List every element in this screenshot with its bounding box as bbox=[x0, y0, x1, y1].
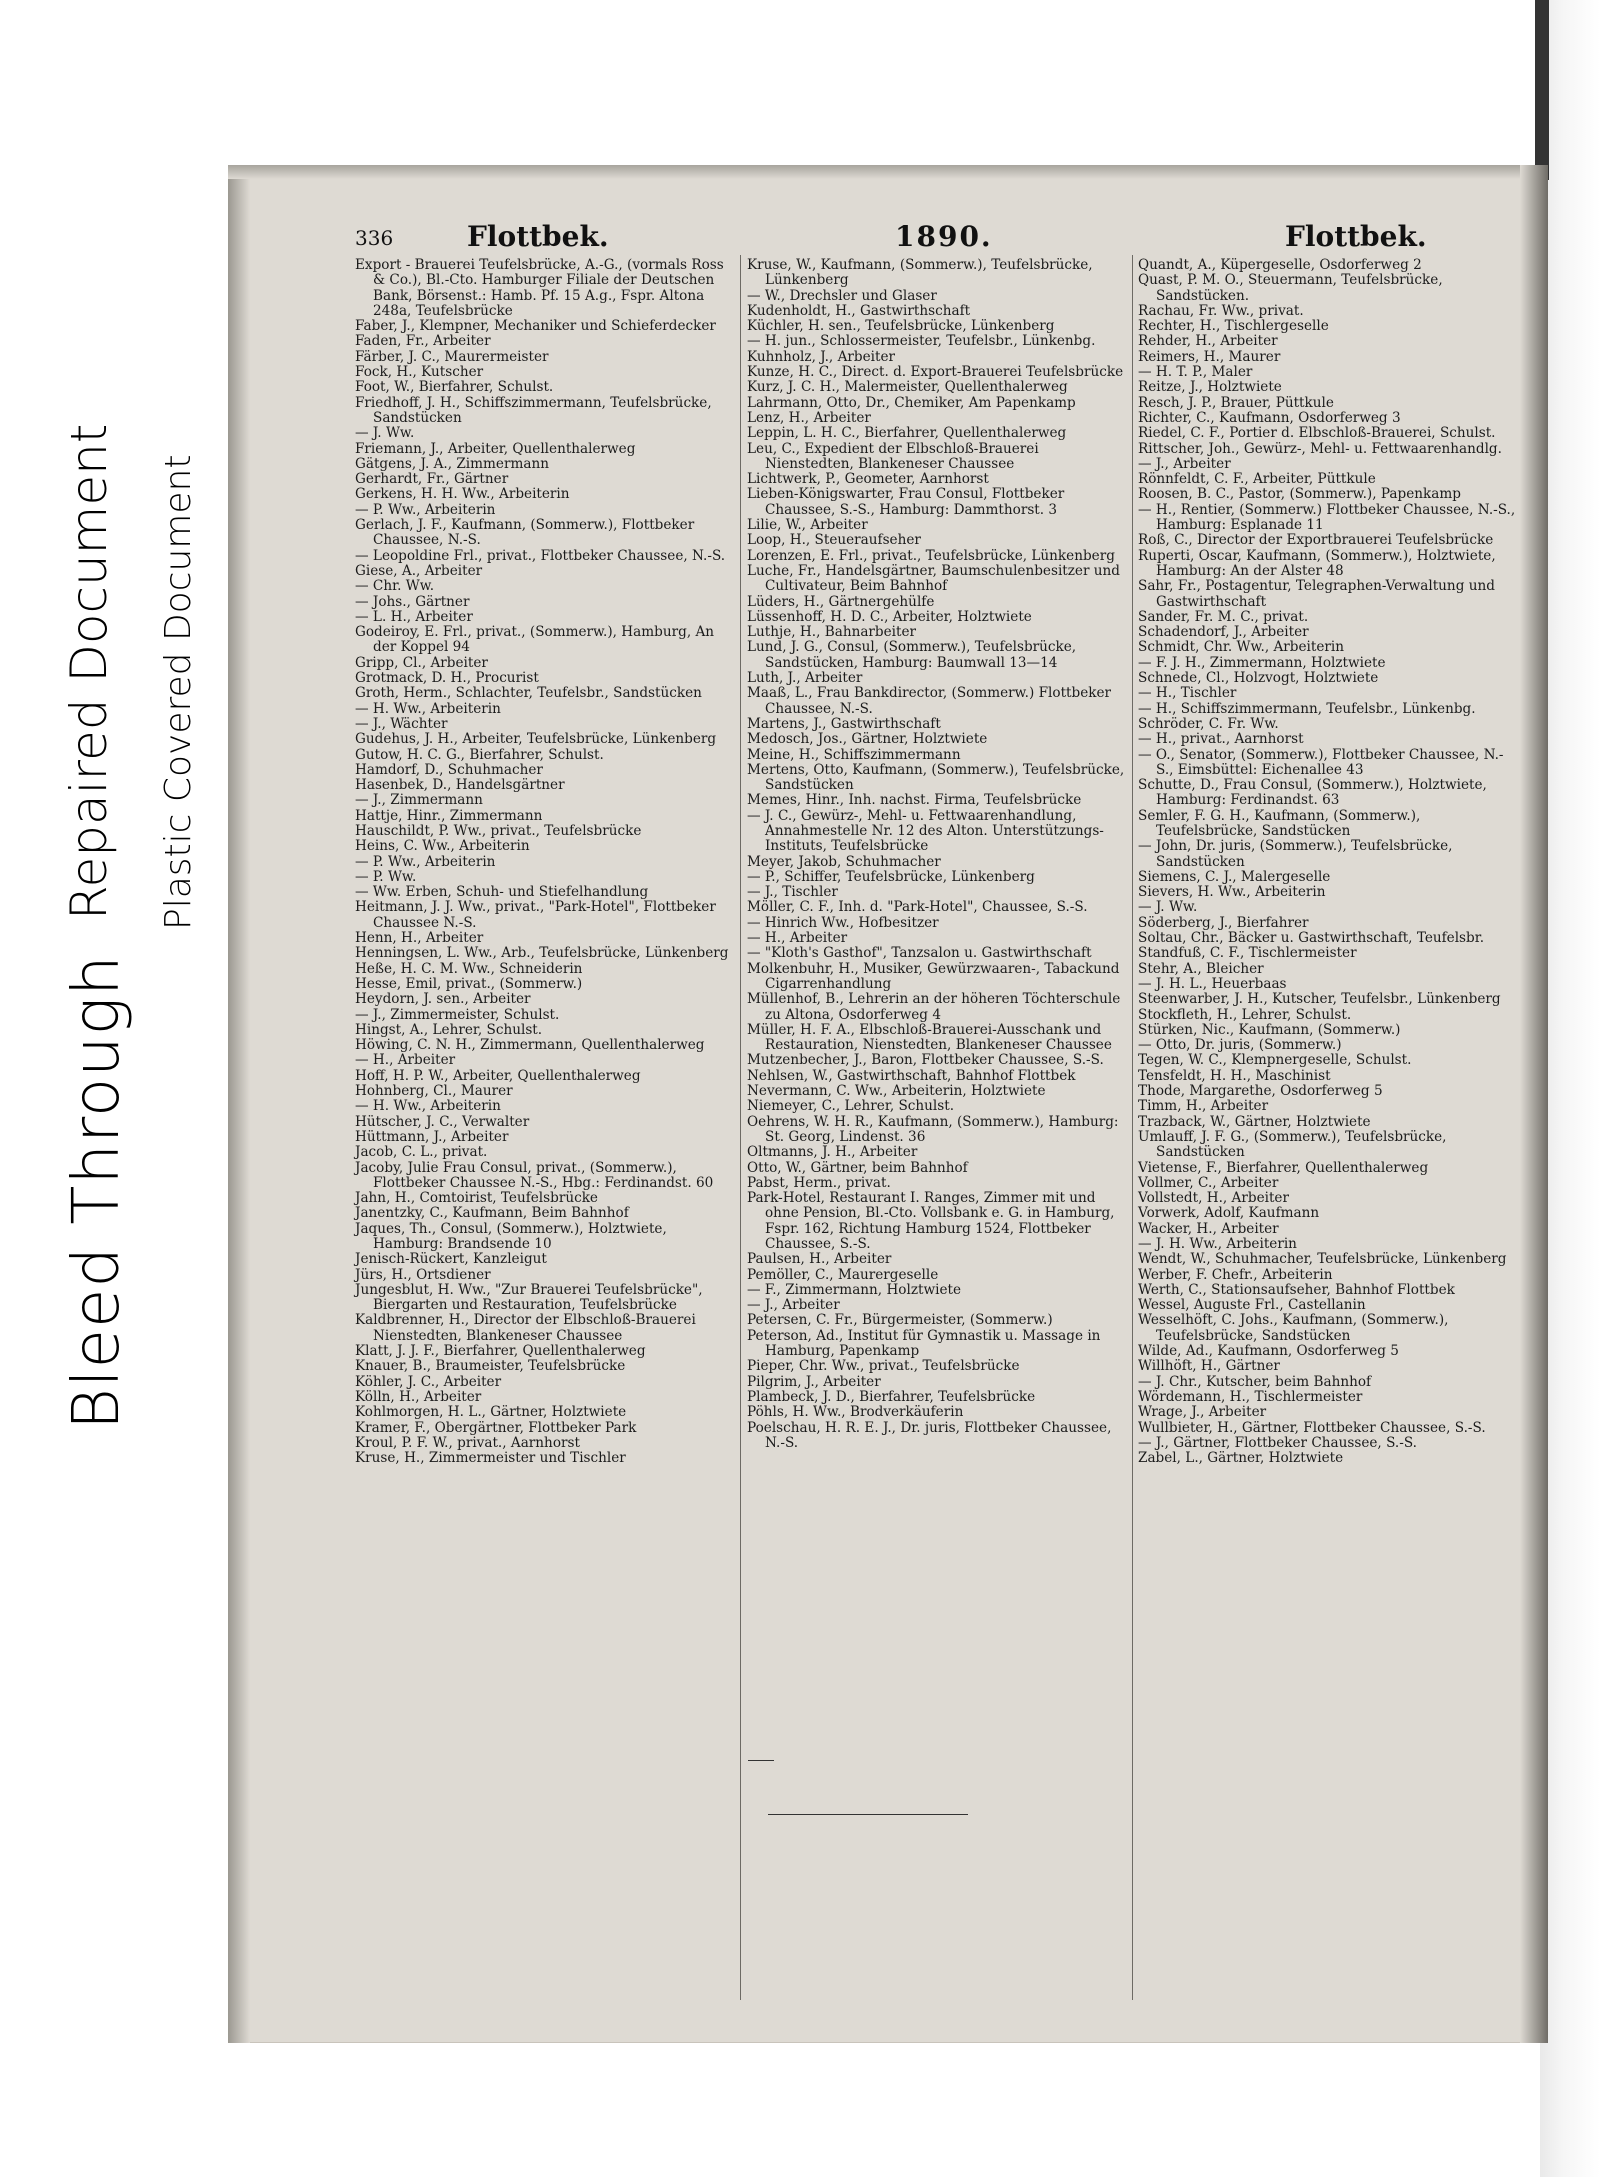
directory-entry: Luthje, H., Bahnarbeiter bbox=[747, 624, 917, 641]
directory-entry: Nehlsen, W., Gastwirthschaft, Bahnhof Flottbek bbox=[747, 1067, 1076, 1084]
directory-entry: Müller, H. F. A., Elbschloß-Brauerei-Ausschank und Restauration, Nienstedten, Blankeneser Chaussee bbox=[747, 1021, 1112, 1054]
directory-entry: Lenz, H., Arbeiter bbox=[747, 409, 871, 426]
directory-entry: Loop, H., Steueraufseher bbox=[747, 532, 921, 549]
directory-entry: Sahr, Fr., Postagentur, Telegraphen-Verwaltung und Gastwirthschaft bbox=[1138, 578, 1495, 610]
directory-entry: Lahrmann, Otto, Dr., Chemiker, Am Papenkamp bbox=[747, 394, 1076, 411]
directory-entry: Peterson, Ad., Institut für Gymnastik u. Massage in Hamburg, Papenkamp bbox=[747, 1327, 1101, 1360]
directory-entry: — J. Chr., Kutscher, beim Bahnhof bbox=[1138, 1373, 1372, 1390]
directory-entry: — H. T. P., Maler bbox=[1138, 364, 1253, 381]
directory-entry: Nevermann, C. Ww., Arbeiterin, Holztwiete bbox=[747, 1083, 1046, 1100]
directory-entry: Luth, J., Arbeiter bbox=[747, 670, 863, 687]
directory-entry: Groth, Herm., Schlachter, Teufelsbr., Sandstücken bbox=[355, 685, 702, 702]
directory-entry: Gerhardt, Fr., Gärtner bbox=[355, 471, 509, 488]
directory-entry: Schmidt, Chr. Ww., Arbeiterin bbox=[1138, 639, 1345, 656]
directory-entry: Köhler, J. C., Arbeiter bbox=[355, 1373, 502, 1390]
directory-entry: Pabst, Herm., privat. bbox=[747, 1174, 891, 1191]
directory-entry: Resch, J. P., Brauer, Püttkule bbox=[1138, 394, 1334, 411]
directory-entry: Medosch, Jos., Gärtner, Holztwiete bbox=[747, 731, 988, 748]
directory-entry: Mutzenbecher, J., Baron, Flottbeker Chaussee, S.-S. bbox=[747, 1052, 1104, 1069]
header-year: 1890. bbox=[895, 220, 993, 253]
repaired-document-label: Repaired Document bbox=[60, 423, 118, 920]
directory-entry: — Chr. Ww. bbox=[355, 578, 435, 595]
directory-entry: — H., Schiffszimmermann, Teufelsbr., Lünkenbg. bbox=[1138, 700, 1476, 717]
directory-entry: Steenwarber, J. H., Kutscher, Teufelsbr., Lünkenberg bbox=[1138, 991, 1501, 1008]
directory-entry: — P., Schiffer, Teufelsbrücke, Lünkenberg bbox=[747, 868, 1035, 885]
directory-entry: — H. jun., Schlossermeister, Teufelsbr., Lünkenbg. bbox=[747, 333, 1096, 350]
directory-entry: — J. Ww. bbox=[355, 425, 415, 442]
directory-entry: — H., Tischler bbox=[1138, 685, 1237, 702]
directory-entry: — H. Ww., Arbeiterin bbox=[355, 700, 501, 717]
directory-entry: Hauschildt, P. Ww., privat., Teufelsbrücke bbox=[355, 822, 642, 839]
directory-entry: Hesse, Emil, privat., (Sommerw.) bbox=[355, 975, 583, 992]
directory-entry: Vietense, F., Bierfahrer, Quellenthalerweg bbox=[1138, 1159, 1429, 1176]
directory-entry: Semler, F. G. H., Kaufmann, (Sommerw.), Teufelsbrücke, Sandstücken bbox=[1138, 807, 1421, 839]
directory-entry: Lund, J. G., Consul, (Sommerw.), Teufelsbrücke, Sandstücken, Hamburg: Baumwall 13—14 bbox=[747, 639, 1077, 671]
directory-entry: Gätgens, J. A., Zimmermann bbox=[355, 455, 549, 472]
directory-entry: Fock, H., Kutscher bbox=[355, 364, 484, 381]
directory-entry: Heitmann, J. J. Ww., privat., "Park-Hotel", Flottbeker Chaussee N.-S. bbox=[355, 899, 716, 931]
directory-entry: Stehr, A., Bleicher bbox=[1138, 960, 1264, 977]
directory-entry: Pieper, Chr. Ww., privat., Teufelsbrücke bbox=[747, 1358, 1020, 1375]
directory-entry: Riedel, C. F., Portier d. Elbschloß-Brauerei, Schulst. bbox=[1138, 425, 1496, 442]
directory-entry: Standfuß, C. F., Tischlermeister bbox=[1138, 945, 1357, 962]
directory-entry: Gripp, Cl., Arbeiter bbox=[355, 654, 488, 671]
directory-entry: Leu, C., Expedient der Elbschloß-Brauerei Nienstedten, Blankeneser Chaussee bbox=[747, 440, 1039, 472]
directory-entry: Lüssenhoff, H. D. C., Arbeiter, Holztwiete bbox=[747, 608, 1032, 625]
directory-entry: Sander, Fr. M. C., privat. bbox=[1138, 608, 1309, 625]
directory-entry: Lichtwerk, P., Geometer, Aarnhorst bbox=[747, 471, 989, 488]
column-divider bbox=[1132, 255, 1133, 2000]
directory-entry: Gerlach, J. F., Kaufmann, (Sommerw.), Flottbeker Chaussee, N.-S. bbox=[355, 517, 695, 549]
directory-entry: Gerkens, H. H. Ww., Arbeiterin bbox=[355, 486, 570, 503]
directory-entry: — J., Zimmermeister, Schulst. bbox=[355, 1006, 560, 1023]
directory-entry: Wullbieter, H., Gärtner, Flottbeker Chaussee, S.-S. bbox=[1138, 1419, 1486, 1436]
directory-entry: Hasenbek, D., Handelsgärtner bbox=[355, 777, 565, 794]
directory-entry: Faden, Fr., Arbeiter bbox=[355, 333, 491, 350]
directory-entry: Export - Brauerei Teufelsbrücke, A.-G., (vormals Ross & Co.), Bl.-Cto. Hamburger Filiale der Deutschen Bank, Börsenst.: Hamb. Pf. 15 A.g., Fspr. Altona 248a, Teufelsbrücke bbox=[355, 257, 724, 319]
directory-entry: — Ww. Erben, Schuh- und Stiefelhandlung bbox=[355, 884, 649, 901]
directory-entry: — H. Ww., Arbeiterin bbox=[355, 1098, 501, 1115]
directory-entry: Kohlmorgen, H. L., Gärtner, Holztwiete bbox=[355, 1404, 627, 1421]
directory-entry: Kroul, P. F. W., privat., Aarnhorst bbox=[355, 1434, 580, 1451]
page-header bbox=[355, 220, 1495, 256]
directory-entry: Park-Hotel, Restaurant I. Ranges, Zimmer mit und ohne Pension, Bl.-Cto. Vollsbank e. G. in Hamburg, Fspr. 162, Richtung Hamburg 1524, Flottbeker Chaussee, S.-S. bbox=[747, 1190, 1115, 1252]
directory-entry: Lilie, W., Arbeiter bbox=[747, 517, 868, 534]
directory-entry: Jahn, H., Comtoirist, Teufelsbrücke bbox=[355, 1190, 598, 1207]
directory-entry: — H., Rentier, (Sommerw.) Flottbeker Chaussee, N.-S., Hamburg: Esplanade 11 bbox=[1138, 501, 1516, 534]
directory-entry: Zabel, L., Gärtner, Holztwiete bbox=[1138, 1450, 1344, 1467]
directory-entry: — F., Zimmermann, Holztwiete bbox=[747, 1281, 962, 1298]
directory-entry: Pemöller, C., Maurergeselle bbox=[747, 1266, 939, 1283]
directory-entry: Heydorn, J. sen., Arbeiter bbox=[355, 991, 531, 1008]
directory-entry: Hohnberg, Cl., Maurer bbox=[355, 1083, 513, 1100]
directory-entry: Henn, H., Arbeiter bbox=[355, 930, 484, 947]
directory-entry: Lorenzen, E. Frl., privat., Teufelsbrücke, Lünkenberg bbox=[747, 547, 1115, 564]
directory-entry: Stürken, Nic., Kaufmann, (Sommerw.) bbox=[1138, 1021, 1401, 1038]
directory-entry: Kölln, H., Arbeiter bbox=[355, 1388, 482, 1405]
directory-entry: Plambeck, J. D., Bierfahrer, Teufelsbrücke bbox=[747, 1388, 1036, 1405]
directory-entry: Quast, P. M. O., Steuermann, Teufelsbrücke, Sandstücken. bbox=[1138, 272, 1443, 304]
directory-entry: Tensfeldt, H. H., Maschinist bbox=[1138, 1067, 1331, 1084]
directory-entry: Gutow, H. C. G., Bierfahrer, Schulst. bbox=[355, 746, 604, 763]
directory-entry: — J. H. L., Heuerbaas bbox=[1138, 975, 1287, 992]
directory-entry: Lüders, H., Gärtnergehülfe bbox=[747, 593, 935, 610]
directory-entry: Lieben-Königswarter, Frau Consul, Flottbeker Chaussee, S.-S., Hamburg: Dammthorst. 3 bbox=[747, 486, 1065, 518]
directory-entry: Werth, C., Stationsaufseher, Bahnhof Flottbek bbox=[1138, 1281, 1455, 1298]
directory-entry: Faber, J., Klempner, Mechaniker und Schieferdecker bbox=[355, 318, 716, 335]
directory-entry: Molkenbuhr, H., Musiker, Gewürzwaaren-, Tabackund Cigarrenhandlung bbox=[747, 960, 1120, 992]
directory-entry: Henningsen, L. Ww., Arb., Teufelsbrücke, Lünkenberg bbox=[355, 945, 729, 962]
directory-entry: Friemann, J., Arbeiter, Quellenthalerweg bbox=[355, 440, 636, 457]
directory-entry: Foot, W., Bierfahrer, Schulst. bbox=[355, 379, 554, 396]
directory-entry: Gudehus, J. H., Arbeiter, Teufelsbrücke, Lünkenberg bbox=[355, 731, 717, 748]
directory-entry: Jaques, Th., Consul, (Sommerw.), Holztwiete, Hamburg: Brandsende 10 bbox=[355, 1220, 667, 1252]
directory-entry: Stockfleth, H., Lehrer, Schulst. bbox=[1138, 1006, 1352, 1023]
directory-entry: Reimers, H., Maurer bbox=[1138, 348, 1281, 365]
directory-entry: Wendt, W., Schuhmacher, Teufelsbrücke, Lünkenberg bbox=[1138, 1251, 1507, 1268]
directory-entry: — H., privat., Aarnhorst bbox=[1138, 731, 1304, 748]
directory-column-3 bbox=[1138, 258, 1520, 1466]
directory-entry: Giese, A., Arbeiter bbox=[355, 562, 483, 579]
directory-entry: — J. Ww. bbox=[1138, 899, 1198, 916]
directory-entry: Pilgrim, J., Arbeiter bbox=[747, 1373, 881, 1390]
directory-entry: — J., Wächter bbox=[355, 715, 448, 732]
directory-entry: Otto, W., Gärtner, beim Bahnhof bbox=[747, 1159, 968, 1176]
directory-column-1 bbox=[355, 258, 735, 1466]
directory-entry: Willhöft, H., Gärtner bbox=[1138, 1358, 1280, 1375]
directory-entry: — Hinrich Ww., Hofbesitzer bbox=[747, 914, 939, 931]
directory-entry: Siemens, C. J., Malergeselle bbox=[1138, 868, 1331, 885]
directory-entry: Oltmanns, J. H., Arbeiter bbox=[747, 1144, 918, 1161]
directory-entry: Jungesblut, H. Ww., "Zur Brauerei Teufelsbrücke", Biergarten und Restauration, Teufelsbrücke bbox=[355, 1281, 703, 1314]
directory-entry: Söderberg, J., Bierfahrer bbox=[1138, 914, 1309, 931]
directory-entry: — "Kloth's Gasthof", Tanzsalon u. Gastwirthschaft bbox=[747, 945, 1092, 962]
directory-entry: Rehder, H., Arbeiter bbox=[1138, 333, 1278, 350]
directory-entry: Tegen, W. C., Klempnergeselle, Schulst. bbox=[1138, 1052, 1412, 1069]
directory-entry: Jürs, H., Ortsdiener bbox=[355, 1266, 491, 1283]
directory-entry: Wördemann, H., Tischlermeister bbox=[1138, 1388, 1363, 1405]
directory-entry: Vollmer, C., Arbeiter bbox=[1138, 1174, 1279, 1191]
directory-entry: — W., Drechsler und Glaser bbox=[747, 287, 937, 304]
page-shadow-top bbox=[228, 165, 1548, 179]
directory-entry: Müllenhof, B., Lehrerin an der höheren Töchterschule zu Altona, Osdorferweg 4 bbox=[747, 991, 1121, 1023]
directory-entry: Kaldbrenner, H., Director der Elbschloß-Brauerei Nienstedten, Blankeneser Chaussee bbox=[355, 1312, 696, 1344]
directory-entry: Rittscher, Joh., Gewürz-, Mehl- u. Fettwaarenhandlg. bbox=[1138, 440, 1502, 457]
directory-entry: Küchler, H. sen., Teufelsbrücke, Lünkenberg bbox=[747, 318, 1055, 335]
plastic-covered-label: Plastic Covered Document bbox=[158, 454, 199, 930]
directory-entry: Sievers, H. Ww., Arbeiterin bbox=[1138, 884, 1326, 901]
directory-entry: Oehrens, W. H. R., Kaufmann, (Sommerw.), Hamburg: St. Georg, Lindenst. 36 bbox=[747, 1113, 1119, 1145]
directory-entry: Kramer, F., Obergärtner, Flottbeker Park bbox=[355, 1419, 637, 1436]
directory-entry: Rachau, Fr. Ww., privat. bbox=[1138, 302, 1304, 319]
directory-entry: — J., Arbeiter bbox=[747, 1297, 840, 1314]
directory-entry: Hattje, Hinr., Zimmermann bbox=[355, 807, 543, 824]
directory-entry: Maaß, L., Frau Bankdirector, (Sommerw.) Flottbeker Chaussee, N.-S. bbox=[747, 685, 1112, 717]
directory-entry: Kurz, J. C. H., Malermeister, Quellenthalerweg bbox=[747, 379, 1068, 396]
directory-entry: Grotmack, D. H., Procurist bbox=[355, 670, 539, 687]
directory-entry: Roß, C., Director der Exportbrauerei Teufelsbrücke bbox=[1138, 532, 1494, 549]
directory-entry: — Otto, Dr. juris, (Sommerw.) bbox=[1138, 1037, 1342, 1054]
directory-entry: Vorwerk, Adolf, Kaufmann bbox=[1138, 1205, 1320, 1222]
directory-entry: Meyer, Jakob, Schuhmacher bbox=[747, 853, 941, 870]
directory-entry: Schröder, C. Fr. Ww. bbox=[1138, 715, 1279, 732]
column-divider bbox=[740, 255, 741, 2000]
directory-entry: Godeiroy, E. Frl., privat., (Sommerw.), Hamburg, An der Koppel 94 bbox=[355, 624, 715, 656]
directory-entry: Petersen, C. Fr., Bürgermeister, (Sommerw.) bbox=[747, 1312, 1053, 1329]
directory-entry: Heße, H. C. M. Ww., Schneiderin bbox=[355, 960, 583, 977]
binding-edge bbox=[1535, 0, 1549, 180]
directory-entry: — O., Senator, (Sommerw.), Flottbeker Chaussee, N.-S., Eimsbüttel: Eichenallee 43 bbox=[1138, 746, 1504, 778]
end-rule bbox=[768, 1814, 968, 1815]
directory-entry: Luche, Fr., Handelsgärtner, Baumschulenbesitzer und Cultivateur, Beim Bahnhof bbox=[747, 562, 1120, 595]
directory-entry: Kruse, W., Kaufmann, (Sommerw.), Teufelsbrücke, Lünkenberg bbox=[747, 257, 1093, 289]
header-left-title: Flottbek. bbox=[467, 220, 609, 253]
directory-entry: — L. H., Arbeiter bbox=[355, 608, 473, 625]
directory-entry: Jacob, C. L., privat. bbox=[355, 1144, 488, 1161]
directory-entry: Schadendorf, J., Arbeiter bbox=[1138, 624, 1309, 641]
directory-entry: Wilde, Ad., Kaufmann, Osdorferweg 5 bbox=[1138, 1343, 1399, 1360]
directory-entry: Hamdorf, D., Schuhmacher bbox=[355, 761, 543, 778]
directory-entry: Rönnfeldt, C. F., Arbeiter, Püttkule bbox=[1138, 471, 1376, 488]
directory-entry: Quandt, A., Küpergeselle, Osdorferweg 2 bbox=[1138, 257, 1422, 273]
directory-entry: — J., Arbeiter bbox=[1138, 455, 1231, 472]
directory-entry: — Leopoldine Frl., privat., Flottbeker Chaussee, N.-S. bbox=[355, 547, 726, 564]
directory-entry: Hüttmann, J., Arbeiter bbox=[355, 1128, 509, 1145]
directory-entry: Jacoby, Julie Frau Consul, privat., (Sommerw.), Flottbeker Chaussee N.-S., Hbg.: Ferdinandst. 60 bbox=[355, 1159, 714, 1191]
directory-entry: Rechter, H., Tischlergeselle bbox=[1138, 318, 1329, 335]
directory-entry: — P. Ww., Arbeiterin bbox=[355, 853, 496, 870]
page-number: 336 bbox=[355, 226, 394, 250]
directory-entry: Friedhoff, J. H., Schiffszimmermann, Teufelsbrücke, Sandstücken bbox=[355, 394, 712, 426]
directory-entry: Hingst, A., Lehrer, Schulst. bbox=[355, 1021, 543, 1038]
directory-entry: Memes, Hinr., Inh. nachst. Firma, Teufelsbrücke bbox=[747, 792, 1082, 809]
directory-entry: Roosen, B. C., Pastor, (Sommerw.), Papenkamp bbox=[1138, 486, 1461, 503]
directory-entry: Wessel, Auguste Frl., Castellanin bbox=[1138, 1297, 1366, 1314]
directory-entry: Thode, Margarethe, Osdorferweg 5 bbox=[1138, 1083, 1383, 1100]
directory-entry: Vollstedt, H., Arbeiter bbox=[1138, 1190, 1289, 1207]
directory-entry: Trazback, W., Gärtner, Holztwiete bbox=[1138, 1113, 1371, 1130]
directory-entry: Umlauff, J. F. G., (Sommerw.), Teufelsbrücke, Sandstücken bbox=[1138, 1128, 1447, 1161]
page-shadow-right bbox=[1520, 165, 1548, 2043]
directory-entry: Klatt, J. J. F., Bierfahrer, Quellenthalerweg bbox=[355, 1343, 646, 1360]
directory-entry: Paulsen, H., Arbeiter bbox=[747, 1251, 892, 1268]
directory-entry: Wrage, J., Arbeiter bbox=[1138, 1404, 1267, 1421]
directory-entry: Schnede, Cl., Holzvogt, Holztwiete bbox=[1138, 670, 1379, 687]
directory-entry: Hütscher, J. C., Verwalter bbox=[355, 1113, 530, 1130]
directory-entry: Hoff, H. P. W., Arbeiter, Quellenthalerweg bbox=[355, 1067, 641, 1084]
directory-entry: Wacker, H., Arbeiter bbox=[1138, 1220, 1279, 1237]
short-rule bbox=[748, 1760, 774, 1761]
directory-entry: Soltau, Chr., Bäcker u. Gastwirthschaft, Teufelsbr. bbox=[1138, 930, 1485, 947]
directory-entry: Werber, F. Chefr., Arbeiterin bbox=[1138, 1266, 1333, 1283]
directory-entry: Knauer, B., Braumeister, Teufelsbrücke bbox=[355, 1358, 626, 1375]
directory-entry: Ruperti, Oscar, Kaufmann, (Sommerw.), Holztwiete, Hamburg: An der Alster 48 bbox=[1138, 547, 1496, 579]
directory-entry: — P. Ww., Arbeiterin bbox=[355, 501, 496, 518]
directory-entry: Kudenholdt, H., Gastwirthschaft bbox=[747, 302, 971, 319]
directory-entry: — Johs., Gärtner bbox=[355, 593, 470, 610]
directory-entry: Timm, H., Arbeiter bbox=[1138, 1098, 1269, 1115]
directory-entry: — J. C., Gewürz-, Mehl- u. Fettwaarenhandlung, Annahmestelle Nr. 12 des Alton. Unterstützungs-Instituts, Teufelsbrücke bbox=[747, 807, 1104, 855]
directory-entry: Kunze, H. C., Direct. d. Export-Brauerei Teufelsbrücke bbox=[747, 364, 1124, 381]
page-edge bbox=[1540, 0, 1600, 2177]
directory-entry: Leppin, L. H. C., Bierfahrer, Quellenthalerweg bbox=[747, 425, 1067, 442]
directory-entry: — F. J. H., Zimmermann, Holztwiete bbox=[1138, 654, 1386, 671]
directory-column-2 bbox=[747, 258, 1127, 1451]
bleed-through-label: Bleed Through bbox=[60, 954, 134, 1430]
directory-entry: Möller, C. F., Inh. d. "Park-Hotel", Chaussee, S.-S. bbox=[747, 899, 1088, 916]
directory-entry: Kuhnholz, J., Arbeiter bbox=[747, 348, 895, 365]
directory-entry: Richter, C., Kaufmann, Osdorferweg 3 bbox=[1138, 409, 1401, 426]
directory-entry: Pöhls, H. Ww., Brodverkäuferin bbox=[747, 1404, 964, 1421]
directory-entry: Meine, H., Schiffszimmermann bbox=[747, 746, 961, 763]
directory-entry: — J., Zimmermann bbox=[355, 792, 483, 809]
directory-entry: Höwing, C. N. H., Zimmermann, Quellenthalerweg bbox=[355, 1037, 705, 1054]
directory-entry: Mertens, Otto, Kaufmann, (Sommerw.), Teufelsbrücke, Sandstücken bbox=[747, 761, 1125, 794]
directory-entry: Jenisch-Rückert, Kanzleigut bbox=[355, 1251, 547, 1268]
directory-entry: Niemeyer, C., Lehrer, Schulst. bbox=[747, 1098, 955, 1115]
directory-entry: — J., Tischler bbox=[747, 884, 838, 901]
directory-entry: Heins, C. Ww., Arbeiterin bbox=[355, 838, 530, 855]
directory-entry: Kruse, H., Zimmermeister und Tischler bbox=[355, 1450, 626, 1467]
directory-entry: Färber, J. C., Maurermeister bbox=[355, 348, 549, 365]
directory-entry: Poelschau, H. R. E. J., Dr. juris, Flottbeker Chaussee, N.-S. bbox=[747, 1419, 1112, 1451]
directory-entry: Martens, J., Gastwirthschaft bbox=[747, 715, 941, 732]
directory-entry: — H., Arbeiter bbox=[747, 930, 848, 947]
directory-entry: Wesselhöft, C. Johs., Kaufmann, (Sommerw.), Teufelsbrücke, Sandstücken bbox=[1138, 1312, 1449, 1344]
directory-entry: — J. H. Ww., Arbeiterin bbox=[1138, 1236, 1297, 1252]
directory-entry: Janentzky, C., Kaufmann, Beim Bahnhof bbox=[355, 1205, 629, 1222]
directory-entry: — J., Gärtner, Flottbeker Chaussee, S.-S. bbox=[1138, 1434, 1417, 1451]
directory-entry: — H., Arbeiter bbox=[355, 1052, 456, 1069]
directory-entry: Reitze, J., Holztwiete bbox=[1138, 379, 1282, 396]
directory-entry: — John, Dr. juris, (Sommerw.), Teufelsbrücke, Sandstücken bbox=[1138, 838, 1453, 870]
page-shadow-left bbox=[228, 165, 250, 2043]
header-right-title: Flottbek. bbox=[1285, 220, 1427, 253]
side-labels bbox=[60, 420, 240, 1440]
directory-entry: — P. Ww. bbox=[355, 868, 417, 885]
directory-entry: Schutte, D., Frau Consul, (Sommerw.), Holztwiete, Hamburg: Ferdinandst. 63 bbox=[1138, 777, 1487, 809]
